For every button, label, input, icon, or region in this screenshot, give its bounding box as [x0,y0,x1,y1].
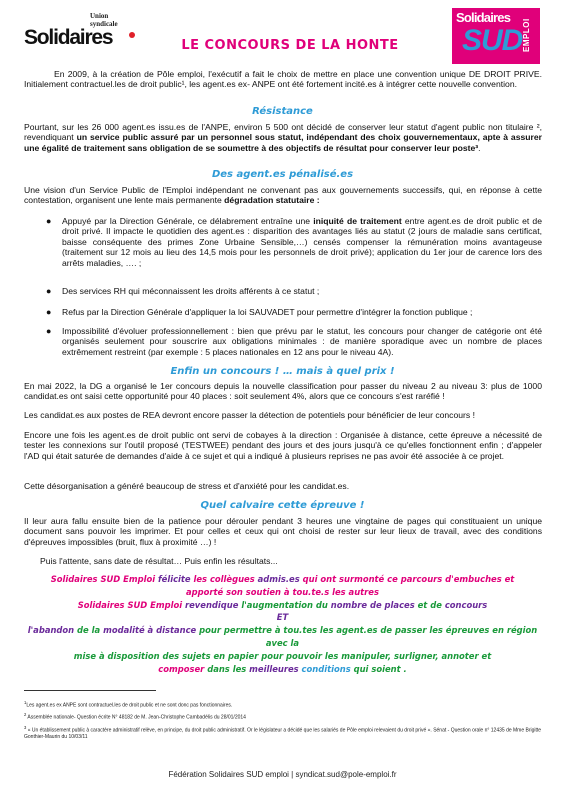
solidaires-logo [24,10,144,55]
logo-sud-word: SUD [462,24,523,57]
closing-collegues: les collègues [190,574,258,584]
section-heading-concours: Enfin un concours ! … mais à quel prix ! [170,366,395,377]
footnote-3-text: « Un établissement public à caractère administratif relève, en principe, du droit public administratif. Or le législateur a décidé que les salariés de Pôle emploi relevaient du droit privé ». Sénat - Question orale n° 12435 de Mme Brigitte Gonthier-Maurin du 10/03/11 [24,727,542,741]
page-title: LE CONCOURS DE LA HONTE [181,38,399,53]
closing-felicite: félicite [158,574,191,584]
footnote-2-number: 2 [24,712,27,717]
bullet-icon: ● [46,216,52,226]
closing-brand-1: Solidaires SUD Emploi [50,574,158,584]
bullet-icon: ● [46,326,52,336]
closing-brand-2: Solidaires SUD Emploi [77,599,185,610]
footnote-1 [24,700,542,709]
closing-conditions: conditions [298,663,351,674]
closing-meilleures: meilleures [249,663,299,674]
closing-nombre-places: nombre de places [330,599,415,610]
intro-text: En 2009, à la création de Pôle emploi, l'exécutif a fait le choix de mettre en place une convention unique DE DROIT PRIVE. Initialement contractuel.les de droit public¹, les agent.es ex- ANPE ont été fortement incité.es à intégrer cette nouvelle convention. [24,69,542,90]
closing-de-la: de la [74,625,104,636]
closing-concours: concours [444,599,488,610]
penalises-bold-text: dégradation statutaire : [224,195,320,206]
footnote-2 [24,712,542,721]
footnote-1-number: 1 [24,700,27,705]
closing-line-4: ET [276,612,289,623]
intro-paragraph [24,69,542,90]
closing-composer: composer [158,663,208,674]
bullet-1-text-b: entre agent.es de droit public et de droit privé. Il impacte le quotidien des agent.es : disparition des avantages liés au statut (2 jours de maladie sans certificat, baisse conséquente des primes Zone Urbaine Sensible,…) censés compenser la rémunération moins avantageuse (traitement sur 12 mois au lieu des 14,5 mois pour les personnels de droit privé); application du 1er jour de carence lors des arrêts maladies, …. ; [62,216,542,268]
closing-permettre: pour permettre à tou.tes les agent.es de passer les épreuves en région avec la [196,625,538,648]
closing-parcours: qui ont surmonté ce parcours d'embuches et [299,574,515,584]
calvaire-paragraph-1: Il leur aura fallu ensuite bien de la patience pour dérouler pendant 3 heures une vingtaine de pages qui constituaient un unique document sans pouvoir les imprimer. Et pour celles et ceux qui ont choisi de rester sur leur lieux de travail, avec des conditions d'épreuves impossibles (bruit, flux à proximité …) ! [24,516,542,547]
section-heading-calvaire: Quel calvaire cette épreuve ! [200,500,365,511]
footnote-2-text: Assemblée nationale- Question écrite N° 48182 de M. Jean-Christophe Cambadélis du 28/01/2014 [26,714,246,721]
closing-line-2: apporté son soutien à tou.te.s les autres [186,586,379,597]
sud-emploi-logo [452,8,540,64]
bullet-icon: ● [46,307,52,317]
bullet-3-text: Refus par la Direction Générale d'appliquer la loi SAUVADET pour permettre d'intégrer la fonction publique ; [62,307,473,317]
logo-solidaires-top: Solidaires [456,10,511,25]
footnote-3-number: 3 [24,725,27,730]
logo-emploi-side: EMPLOI [522,18,531,52]
closing-line-1 [20,573,545,586]
logo-union-label: Union [90,12,109,20]
closing-line-6: mise à disposition des sujets en papier pour pouvoir les manipuler, surligner, annoter et [73,650,492,661]
list-item [46,326,542,357]
calvaire-paragraph-2: Puis l'attente, sans date de résultat… Puis enfin les résultats... [40,556,278,566]
footnote-1-text: Les agent.es ex ANPE sont contractuel.les de droit public et ne sont donc pas fonctionnaires. [26,702,233,709]
list-item [46,307,542,317]
closing-soient: qui soient . [350,663,407,674]
bullet-icon: ● [46,286,52,296]
closing-admis: admis.es [257,574,300,584]
penalises-text: Une vision d'un Service Public de l'Emploi indépendant ne convenant pas aux gouvernements successifs, qui, en réponse à cette contestation, organisent une lente mais permanente [24,185,542,206]
closing-modalite: modalité à distance [103,625,197,636]
logo-solidaires-wordmark: Solidaires [24,26,113,49]
concours-paragraph-3: Encore une fois les agent.es de droit public ont servi de cobayes à la direction : Organisée à distance, cette épreuve a nécessité de tester les connexions sur l'outil proposé (TESTWEE) pendant des jours et des jours jusqu'à ce qu'elles fonctionnent enfin ; d'appeler l'AD qui était saturée de demandes d'aide à ce sujet et qui a indiqué à plusieurs reprises ne pas avoir été associée à ce projet. [24,430,542,461]
footnote-3 [24,725,542,741]
page-footer: Fédération Solidaires SUD emploi | syndicat.sud@pole-emploi.fr [168,770,397,779]
closing-abandon: l'abandon [27,625,75,636]
closing-line-7 [20,663,545,676]
bullet-1-bold: iniquité de traitement [313,216,402,226]
resistance-bold-text: un service public assuré par un personnel sous statut, indépendant des choix gouvernementaux, apte à assurer une égalité de traitement sans obligation de se soumettre à des objectifs de résultat pour conserver leur poste³ [24,132,542,153]
concours-paragraph-2: Les candidat.es aux postes de REA devront encore passer la détection de potentiels pour bénéficier de leur concours ! [24,410,475,420]
resistance-text: Pourtant, sur les 26 000 agent.es issu.es de l'ANPE, environ 5 500 ont décidé de conserver leur statut d'agent public non titulaire ², revendiquant [24,122,542,143]
list-item [46,286,542,296]
closing-et-de: et de [414,599,445,610]
closing-statement [20,573,545,675]
bullet-4-text: Impossibilité d'évoluer professionnellement : bien que prévu par le statut, les concours pour changer de catégorie ont été organisés seulement pour souscrire aux obligations minimales : de manière sporadique avec un nombre de places extrêmement restreint (par exemple : 5 places nationales en 12 ans pour le niveau 4A). [62,326,542,357]
section-heading-resistance: Résistance [252,106,313,117]
section-heading-penalises: Des agent.es pénalisé.es [211,169,354,180]
closing-line-5 [20,624,545,650]
penalises-paragraph [24,185,542,206]
bullet-2-text: Des services RH qui méconnaissent les droits afférents à ce statut ; [62,286,320,296]
closing-line-3 [20,599,545,612]
closing-dans-les: dans les [207,663,250,674]
resistance-paragraph [24,122,542,153]
bullet-1-text-a: Appuyé par la Direction Générale, ce délabrement entraîne une [62,216,314,226]
footnote-divider [24,690,156,691]
closing-revendique: revendique [185,599,239,610]
closing-augmentation: l'augmentation du [238,599,331,610]
logo-syndicale-label: syndicale [90,20,118,28]
logo-red-dot [129,32,135,38]
concours-paragraph-1: En mai 2022, la DG a organisé le 1er concours depuis la nouvelle classification pour passer du niveau 2 au niveau 3: plus de 1000 candidat.es ont saisi cette opportunité pour 40 places : soit seulement 4%, alors que ce concours s'est raréfié ! [24,381,542,402]
resistance-end: . [478,142,481,153]
list-item [46,216,542,268]
concours-paragraph-4: Cette désorganisation a généré beaucoup de stress et d'anxiété pour les candidat.es. [24,481,350,491]
